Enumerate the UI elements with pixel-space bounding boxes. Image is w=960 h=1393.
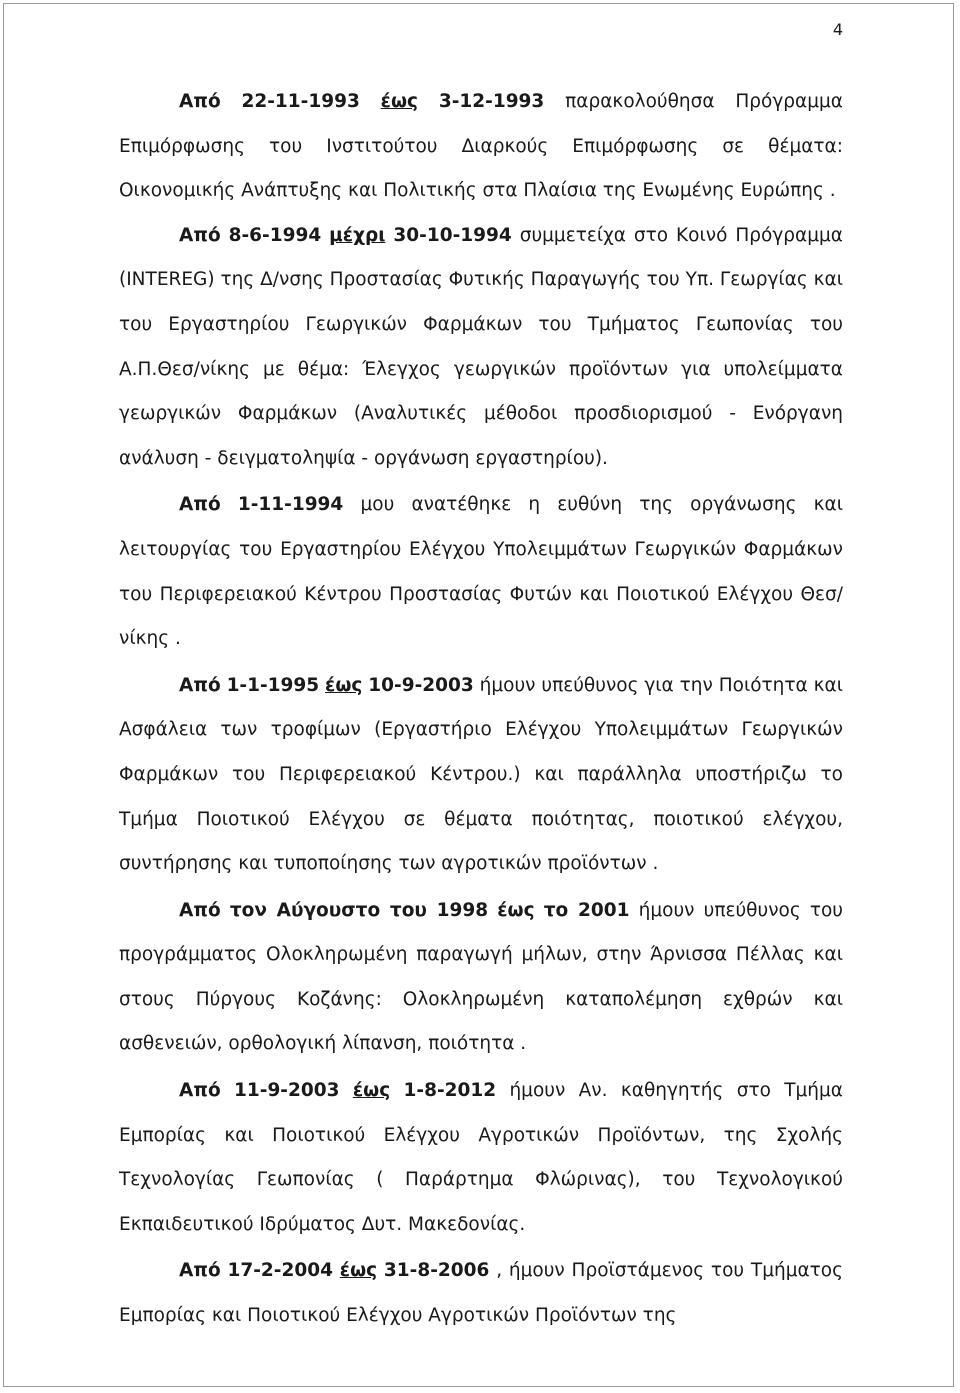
paragraph-1993 [119,80,843,214]
date-from: 17-2-2004 [227,1260,333,1282]
to-label: έως [352,1080,391,1102]
date-to: 10-9-2003 [368,674,474,696]
paragraph-text: παρακολούθησα Πρόγραμμα Επιμόρφωσης του Ινστιτούτου Διαρκούς Επιμόρφωσης σε θέματα: Οικονομικής Ανάπτυξης και Πολιτικής στα Πλαίσια της Ενωμένης Ευρώπης . [119,91,843,202]
paragraph-text: συμμετείχα στο Κοινό Πρόγραμμα (INTEREG) της Δ/νσης Προστασίας Φυτικής Παραγωγής του Υπ. Γεωργίας και του Εργαστηρίου Γεωργικών Φαρμάκων του Τμήματος Γεωπονίας του Α.Π.Θεσ/νίκης με θέμα: Έλεγχος γεωργικών προϊόντων για υπολείμματα γεωργικών Φαρμάκων (Αναλυτικές μέθοδοι προσδιορισμού - Ενόργανη ανάλυση - δειγματοληψία - οργάνωση εργαστηρίου). [119,224,843,469]
paragraph-text: ήμουν Αν. καθηγητής στο Τμήμα Εμπορίας και Ποιοτικού Ελέγχου Αγροτικών Προϊόντων, της Σχολής Τεχνολογίας Γεωπονίας ( Παράρτημα Φλώρινας), του Τεχνολογικού Εκπαιδευτικού Ιδρύματος Δυτ. Μακεδονίας. [119,1080,843,1235]
paragraph-1994-interreg [119,214,843,482]
from-label: Από [179,494,221,516]
date-to: το 2001 [543,899,630,921]
date-from: 8-6-1994 [228,224,322,246]
date-from: τον Αύγουστο του 1998 [229,899,489,921]
from-label: Από [179,224,221,246]
from-label: Από [179,674,221,696]
paragraph-1995 [119,664,843,887]
date-to: 31-8-2006 [383,1260,490,1282]
from-label: Από [179,1260,221,1282]
to-label: έως [339,1260,378,1282]
document-body [119,80,843,1339]
date-to: 3-12-1993 [438,91,545,112]
paragraph-text: μου ανατέθηκε η ευθύνη της οργάνωσης και λειτουργίας του Εργαστηρίου Ελέγχου Υπολειμμάτων Γεωργικών Φαρμάκων του Περιφερειακού Κέντρου Προστασίας Φυτών και Ποιοτικού Ελέγχου Θεσ/νίκης . [119,494,843,650]
to-label: έως [497,899,535,921]
date-from: 11-9-2003 [234,1080,340,1102]
date-from: 1-11-1994 [237,494,344,516]
paragraph-2003 [119,1069,843,1247]
to-label: μέχρι [329,224,386,246]
paragraph-text: , ήμουν Προϊστάμενος του Τμήματος Εμπορίας και Ποιοτικού Ελέγχου Αγροτικών Προϊόντων της [119,1260,843,1327]
paragraph-text: ήμουν υπεύθυνος του προγράμματος Ολοκληρωμένη παραγωγή μήλων, στην Άρνισσα Πέλλας και στους Πύργους Κοζάνης: Ολοκληρωμένη καταπολέμηση εχθρών και ασθενειών, ορθολογική λίπανση, ποιότητα . [119,899,844,1055]
date-to: 1-8-2012 [403,1080,497,1102]
date-from: 1-1-1995 [226,674,320,696]
paragraph-1994-lab [119,483,843,661]
page-number: 4 [832,20,843,39]
to-label: έως [380,91,419,112]
date-to: 30-10-1994 [393,224,512,246]
from-label: Από [179,899,221,921]
paragraph-text: ήμουν υπεύθυνος για την Ποιότητα και Ασφάλεια των τροφίμων (Εργαστήριο Ελέγχου Υπολειμμάτων Γεωργικών Φαρμάκων του Περιφερειακού Κέντρου.) και παράλληλα υποστήριζω το Τμήμα Ποιοτικού Ελέγχου σε θέματα ποιότητας, ποιοτικού ελέγχου, συντήρησης και τυποποίησης των αγροτικών προϊόντων . [119,674,843,875]
from-label: Από [179,1080,221,1102]
paragraph-1998 [119,889,843,1067]
date-from: 22-11-1993 [241,91,360,112]
to-label: έως [325,674,363,696]
from-label: Από [179,91,221,112]
paragraph-2004 [119,1249,843,1338]
